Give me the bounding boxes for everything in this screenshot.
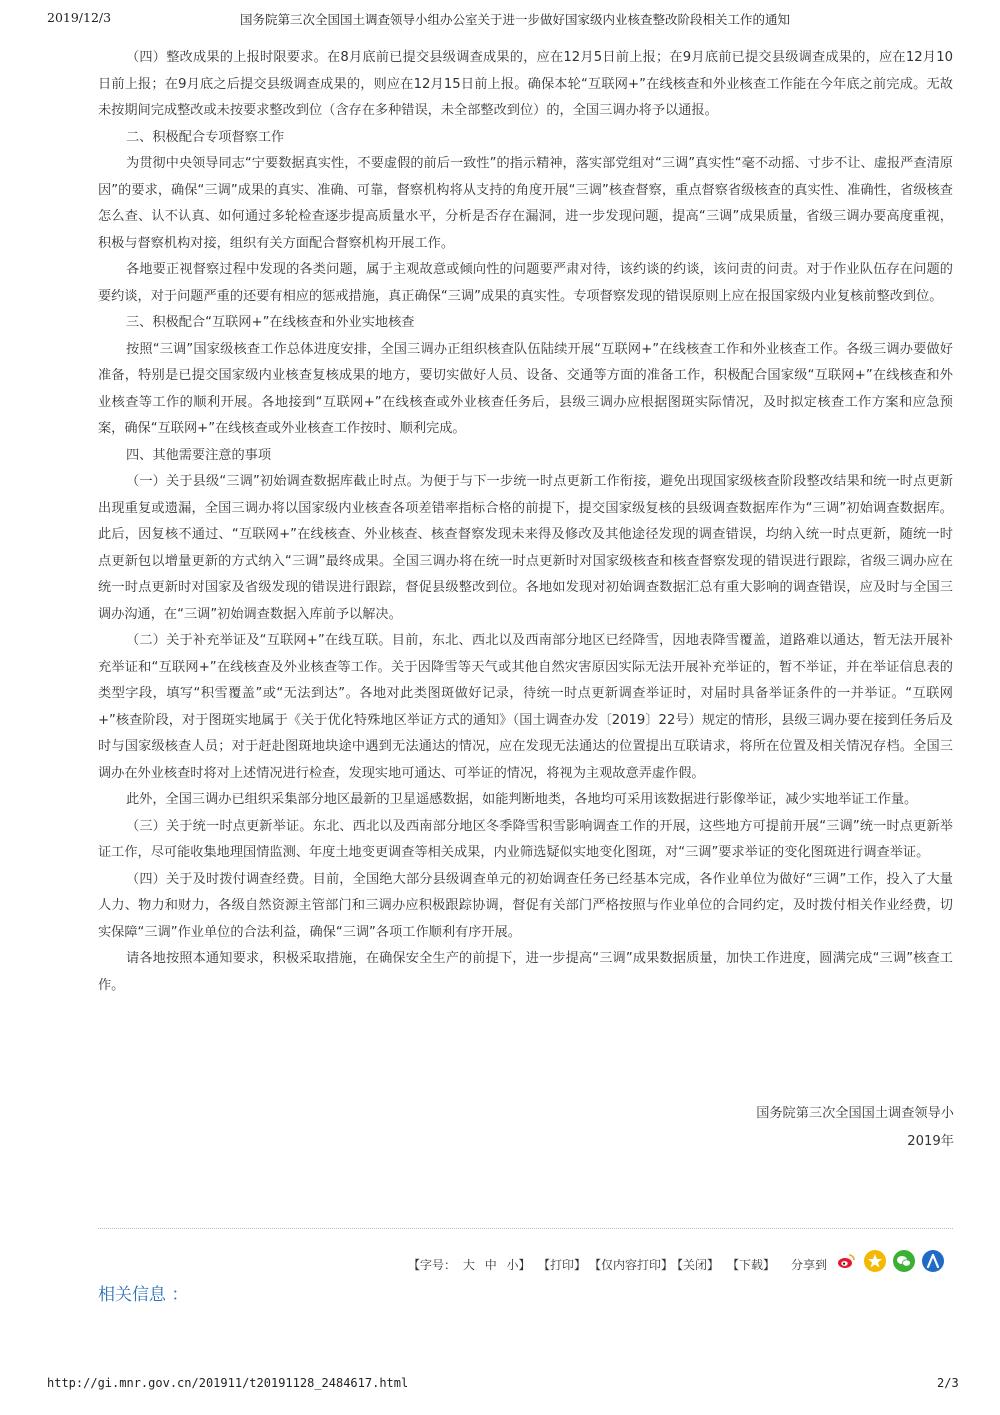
print-page-title: 国务院第三次全国国土调查领导小组办公室关于进一步做好国家级内业核查整改阶段相关工作的通知 bbox=[240, 12, 791, 27]
close-link[interactable]: 【关闭】 bbox=[671, 1258, 720, 1272]
share-label: 分享到 bbox=[791, 1258, 828, 1272]
print-page-number: 2/3 bbox=[937, 1376, 959, 1390]
weibo-icon[interactable] bbox=[835, 1250, 857, 1272]
font-size-control bbox=[408, 1256, 534, 1273]
signature-org: 国务院第三次全国国土调查领导小 bbox=[756, 1106, 954, 1121]
download-link[interactable]: 【下载】 bbox=[727, 1258, 776, 1272]
font-size-small-link[interactable]: 小】 bbox=[506, 1258, 531, 1272]
wechat-icon-graphic bbox=[893, 1250, 915, 1272]
wechat-icon[interactable] bbox=[893, 1250, 915, 1272]
font-size-large-link[interactable]: 大 bbox=[462, 1258, 475, 1272]
font-size-label: 【字号： bbox=[408, 1258, 457, 1272]
print-footer bbox=[0, 1376, 1000, 1396]
weibo-icon-graphic bbox=[835, 1250, 857, 1272]
print-content-link[interactable]: 【仅内容打印】 bbox=[589, 1258, 674, 1272]
paragraph-closing: 请各地按照本通知要求，积极采取措施，在确保安全生产的前提下，进一步提高“三调”成果数据质量，加快工作进度，圆满完成“三调”核查工作。 bbox=[98, 951, 953, 993]
print-link[interactable]: 【打印】 bbox=[538, 1258, 587, 1272]
renren-icon[interactable] bbox=[922, 1250, 944, 1272]
signature-date: 2019年 bbox=[907, 1134, 954, 1149]
paragraph-other-4: （三）关于统一时点更新举证。东北、西北以及西南部分地区冬季降雪积雪影响调查工作的开展，这些地方可提前开展“三调”统一时点更新举证工作，尽可能收集地理国情监测、年度土地变更调查等相关成果，内业筛选疑似实地变化图斑，对“三调”要求举证的变化图斑进行调查举证。 bbox=[98, 818, 953, 860]
renren-icon-graphic bbox=[922, 1250, 944, 1272]
paragraph-internet: 按照“三调”国家级核查工作总体进度安排，全国三调办正组织核查队伍陆续开展“互联网+”在线核查工作和外业核查工作。各级三调办要做好准备，特别是已提交国家级内业核查复核成果的地方，要切实做好人员、设备、交通等方面的准备工作，积极配合国家级“互联网+”在线核查和外业核查等工作的顺利开展。各地接到“互联网+”在线核查或外业核查任务后，县级三调办应根据图斑实际情况，及时拟定核查工作方案和应急预案，确保“互联网+”在线核查或外业核查工作按时、顺利完成。 bbox=[98, 341, 953, 436]
paragraph-other-1: （一）关于县级“三调”初始调查数据库截止时点。为便于与下一步统一时点更新工作衔接，避免出现国家级核查阶段整改结果和统一时点更新出现重复或遗漏，全国三调办将以国家级内业核查各项差错率指标合格的前提下，提交国家级复核的县级调查数据库作为“三调”初始调查数据库。此后，因复核不通过、“互联网+”在线核查、外业核查、核查督察发现未来得及修改及其他途径发现的调查错误，均纳入统一时点更新，随统一时点更新包以增量更新的方式纳入“三调”最终成果。全国三调办将在统一时点更新时对国家级核查和核查督察发现的错误进行跟踪，省级三调办应在统一时点更新时对国家及省级发现的错误进行跟踪，督促县级整改到位。各地如发现对初始调查数据汇总有重大影响的调查错误，应及时与全国三调办沟通，在“三调”初始调查数据入库前予以解决。 bbox=[98, 474, 953, 622]
paragraph-other-5: （四）关于及时拨付调查经费。目前，全国绝大部分县级调查单元的初始调查任务已经基本完成，各作业单位为做好“三调”工作，投入了大量人力、物力和财力，各级自然资源主管部门和三调办应积极跟踪协调，督促有关部门严格按照与作业单位的合同约定，及时拨付相关作业经费，切实保障“三调”作业单位的合法利益，确保“三调”各项工作顺利有序开展。 bbox=[98, 871, 953, 940]
paragraph-supervision-2: 各地要正视督察过程中发现的各类问题，属于主观故意或倾向性的问题要严肃对待，该约谈的约谈，该问责的问责。对于作业队伍存在问题的要约谈，对于问题严重的还要有相应的惩戒措施，真正确保“三调”成果的真实性。专项督察发现的错误原则上应在报国家级内业复核前整改到位。 bbox=[98, 262, 953, 304]
paragraph-other-3: 此外，全国三调办已组织采集部分地区最新的卫星遥感数据，如能判断地类，各地均可采用该数据进行影像举证，减少实地举证工作量。 bbox=[126, 792, 918, 807]
print-header bbox=[0, 0, 1000, 30]
print-url: http://gi.mnr.gov.cn/201911/t20191128_2484617.html bbox=[47, 1376, 409, 1390]
paragraph-other-2: （二）关于补充举证及“互联网+”在线互联。目前，东北、西北以及西南部分地区已经降雪，因地表降雪覆盖，道路难以通达，暂无法开展补充举证和“互联网+”在线核查及外业核查等工作。关于因降雪等天气或其他自然灾害原因实际无法开展补充举证的，暂不举证，并在举证信息表的类型字段，填写“积雪覆盖”或“无法到达”。各地对此类图斑做好记录，待统一时点更新调查举证时，对届时具备举证条件的一并举证。“互联网+”核查阶段，对于图斑实地属于《关于优化特殊地区举证方式的通知》（国土调查办发〔2019〕22号）规定的情形，县级三调办要在接到任务后及时与国家级核查人员；对于赶赴图斑地块途中遇到无法通达的情况，应在发现无法通达的位置提出互联请求，将所在位置及相关情况存档。全国三调办在外业核查时将对上述情况进行检查，发现实地可通达、可举证的情况，将视为主观故意弄虚作假。 bbox=[98, 633, 953, 781]
section-heading-other: 四、其他需要注意的事项 bbox=[126, 447, 272, 463]
print-date: 2019/12/3 bbox=[47, 10, 112, 25]
paragraph-deadline: （四）整改成果的上报时限要求。在8月底前已提交县级调查成果的，应在12月5日前上报；在9月底前已提交县级调查成果的，应在12月10日前上报；在9月底之后提交县级调查成果的，则应在12月15日前上报。确保本轮“互联网+”在线核查和外业核查工作能在今年底之前完成。无故未按期间完成整改或未按要求整改到位（含存在多种错误，未全部整改到位）的，全国三调办将予以通报。 bbox=[98, 50, 953, 118]
section-heading-internet: 三、积极配合“互联网+”在线核查和外业实地核查 bbox=[126, 315, 415, 330]
qzone-icon[interactable] bbox=[864, 1250, 886, 1272]
paragraph-supervision-1: 为贯彻中央领导同志“宁要数据真实性，不要虚假的前后一致性”的指示精神，落实部党组对“三调”真实性“毫不动摇、寸步不让、虚报严查清原因”的要求，确保“三调”成果的真实、准确、可靠，督察机构将从支持的角度开展“三调”核查督察，重点督察省级核查的真实性、准确性，省级核查怎么查、认不认真、如何通过多轮检查逐步提高质量水平，分析是否存在漏洞，进一步发现问题，提高“三调”成果质量，省级三调办要高度重视，积极与督察机构对接，组织有关方面配合督察机构开展工作。 bbox=[98, 156, 953, 251]
article-body bbox=[98, 45, 953, 1025]
qzone-icon-graphic bbox=[864, 1250, 886, 1272]
section-heading-supervision: 二、积极配合专项督察工作 bbox=[126, 129, 285, 145]
article-toolbar bbox=[408, 1250, 953, 1274]
toolbar-divider bbox=[98, 1228, 953, 1229]
related-info-heading: 相关信息 ： bbox=[98, 1285, 189, 1305]
font-size-medium-link[interactable]: 中 bbox=[484, 1258, 497, 1272]
